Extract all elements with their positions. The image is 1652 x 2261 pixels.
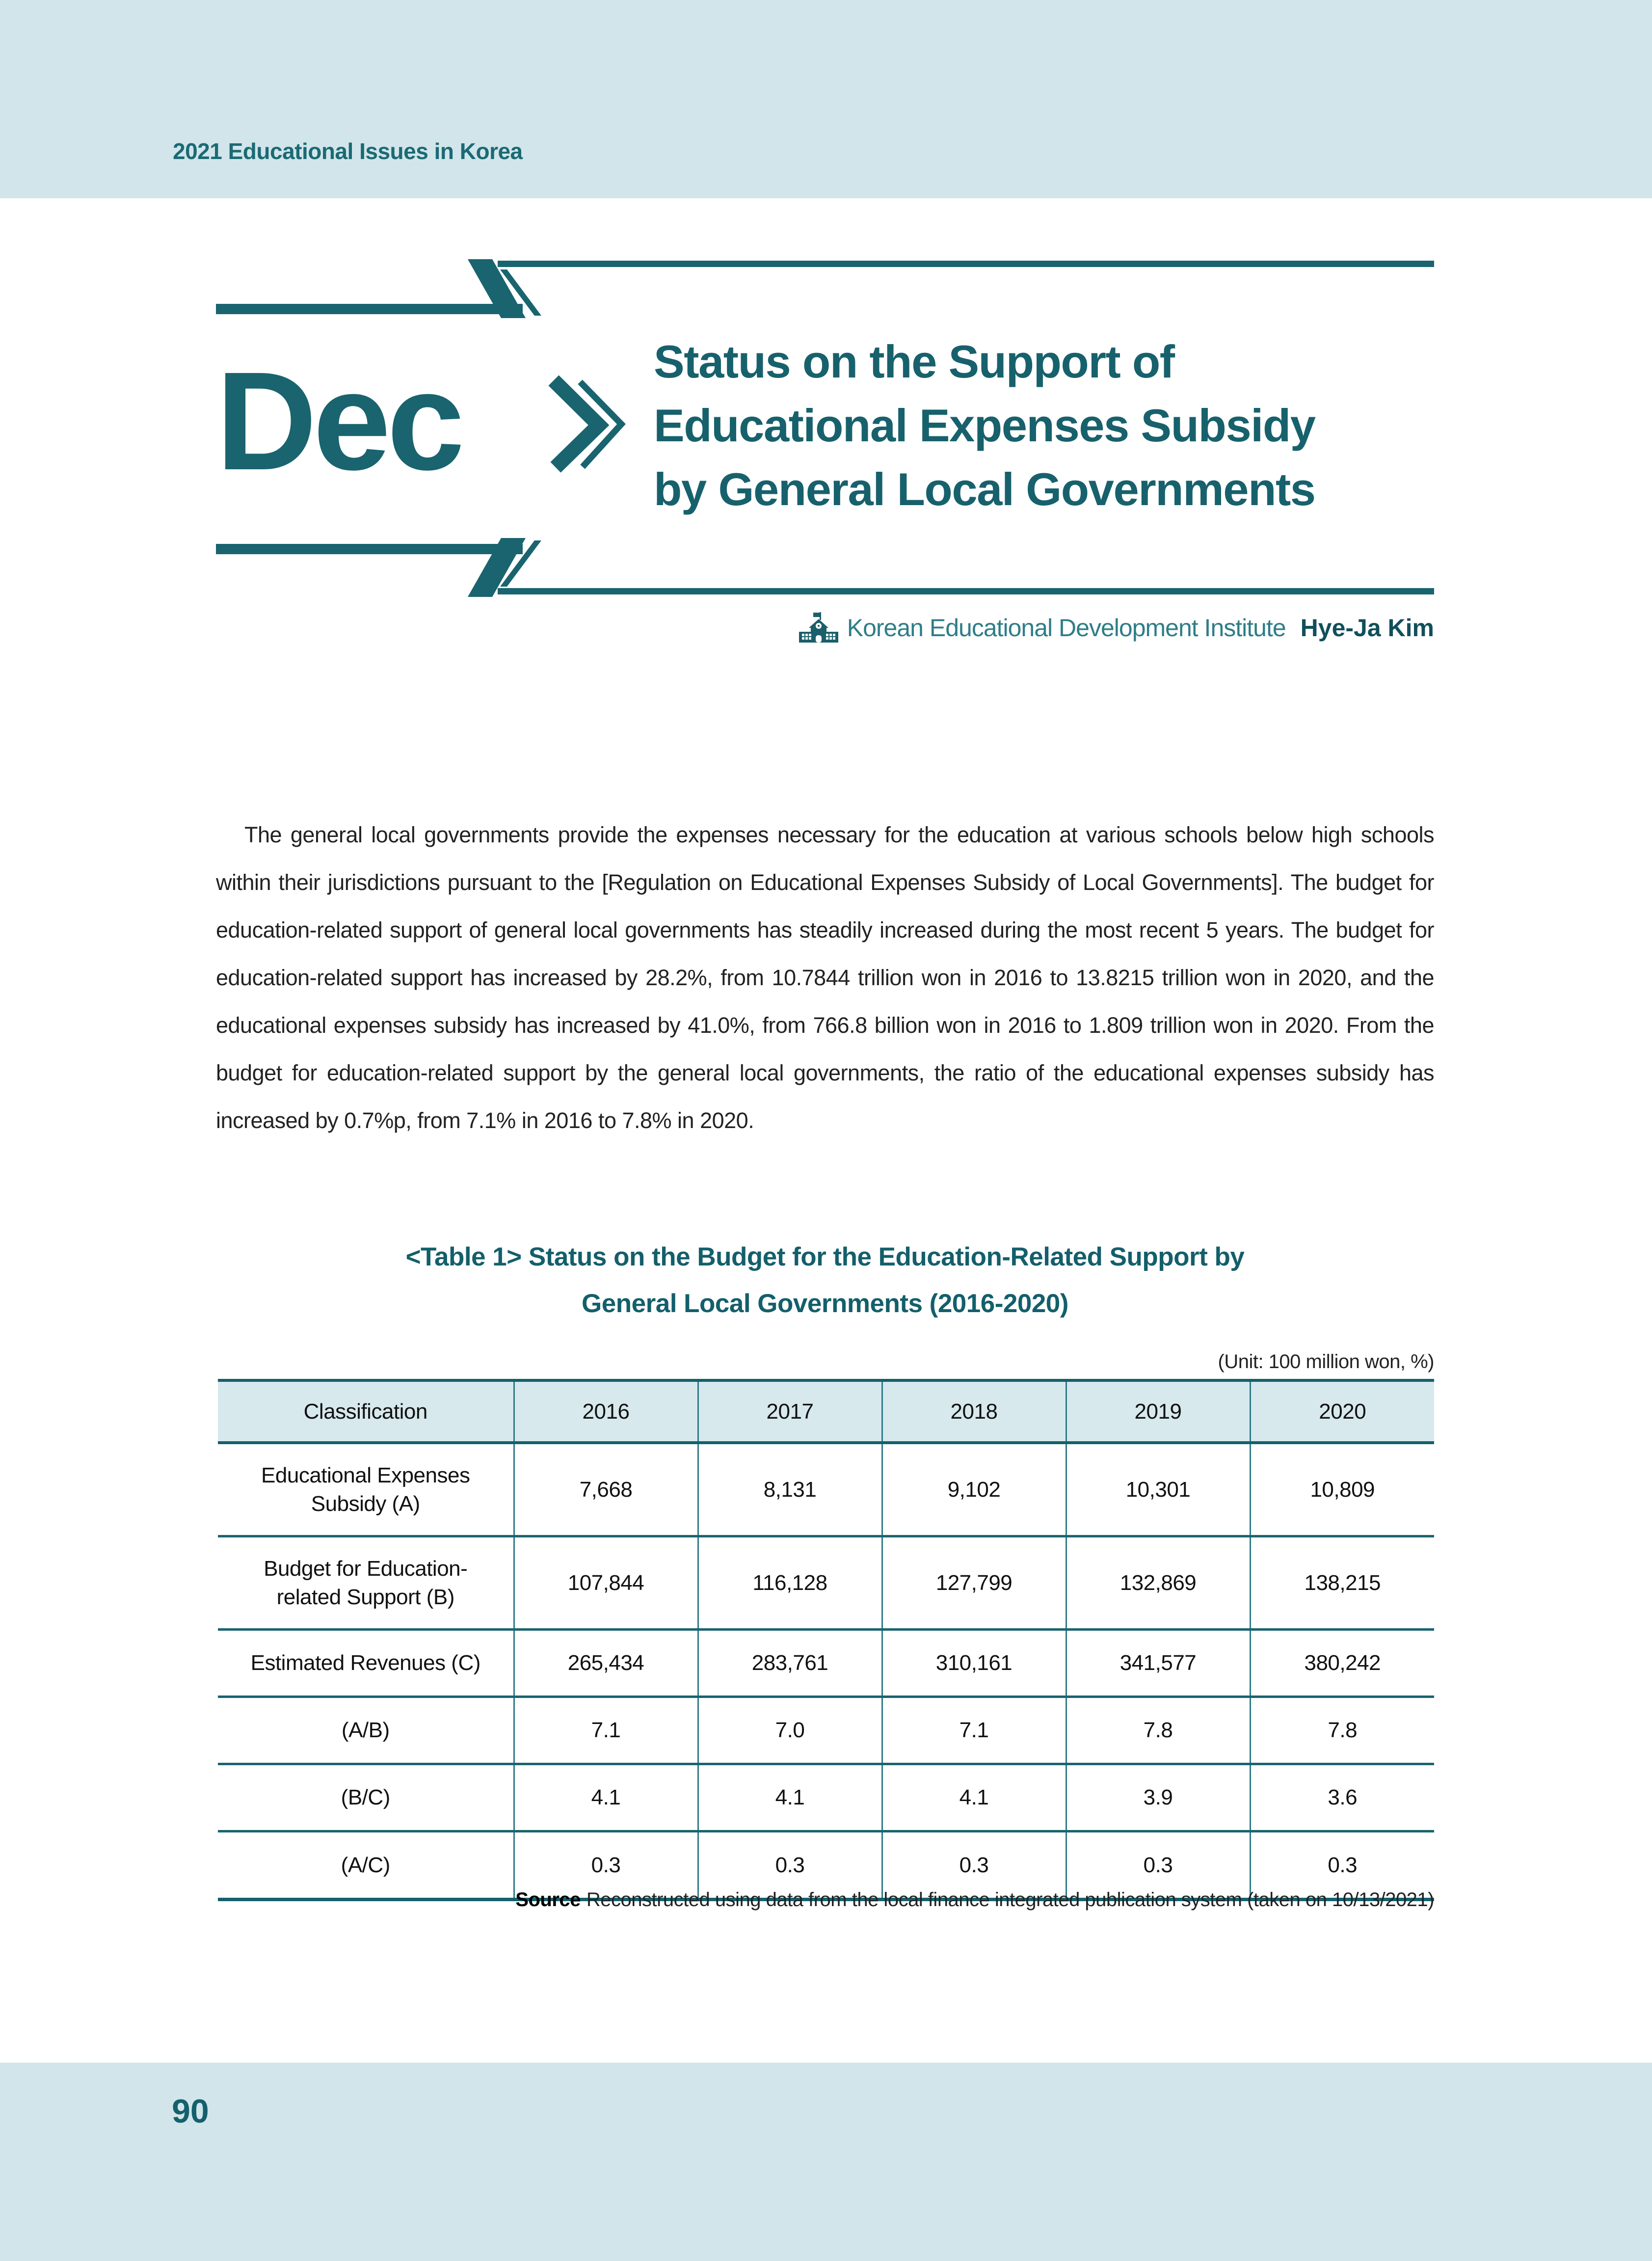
double-chevron-icon <box>554 380 621 467</box>
body-paragraph: The general local governments provide the expenses necessary for the education at various schools below high schools within their jurisdictions pursuant to the [Regulation on Educational Expenses Subsidy of Local Governments]. The budget for education-related support of general local governments has steadily increased during the most recent 5 years. The budget for education-related support has increased by 28.2%, from 10.7844 trillion won in 2016 to 13.8215 trillion won in 2020, and the educational expenses subsidy has increased by 41.0%, from 766.8 billion won in 2016 to 1.809 trillion won in 2020. From the budget for education-related support by the general local governments, the ratio of the educational expenses subsidy has increased by 0.7%p, from 7.1% in 2016 to 7.8% in 2020. <box>216 822 1434 1133</box>
table-title-line2: General Local Governments (2016-2020) <box>582 1289 1068 1318</box>
cell-value: 7.8 <box>1250 1697 1434 1764</box>
source-note <box>216 1889 1434 1911</box>
cell-value: 116,128 <box>698 1536 882 1630</box>
source-label: Source <box>515 1889 581 1911</box>
row-label: Budget for Education-related Support (B) <box>218 1536 514 1630</box>
source-text: Reconstructed using data from the local finance integrated publication system (taken on 10/13/2021) <box>586 1889 1434 1911</box>
table-row <box>218 1764 1434 1831</box>
col-header-2018: 2018 <box>882 1380 1066 1443</box>
article-title-line2: Educational Expenses Subsidy <box>654 400 1315 451</box>
cell-value: 3.9 <box>1066 1764 1250 1831</box>
cell-value: 0.3 <box>1250 1831 1434 1900</box>
table-row <box>218 1536 1434 1630</box>
cell-value: 9,102 <box>882 1443 1066 1536</box>
cell-value: 310,161 <box>882 1630 1066 1697</box>
table-unit-note: (Unit: 100 million won, %) <box>1218 1351 1434 1373</box>
cell-value: 107,844 <box>514 1536 698 1630</box>
row-label: Educational Expenses Subsidy (A) <box>218 1443 514 1536</box>
cell-value: 4.1 <box>514 1764 698 1831</box>
col-header-2016: 2016 <box>514 1380 698 1443</box>
table-header-row <box>218 1380 1434 1443</box>
decor-top-left-line <box>216 304 523 314</box>
cell-value: 8,131 <box>698 1443 882 1536</box>
cell-value: 7.1 <box>882 1697 1066 1764</box>
cell-value: 380,242 <box>1250 1630 1434 1697</box>
school-building-icon <box>798 612 839 644</box>
cell-value: 0.3 <box>514 1831 698 1900</box>
row-label: (A/B) <box>218 1697 514 1764</box>
cell-value: 341,577 <box>1066 1630 1250 1697</box>
month-label: Dec <box>216 343 461 499</box>
article-title-line1: Status on the Support of <box>654 336 1174 387</box>
budget-support-table <box>218 1379 1434 1901</box>
page-number: 90 <box>172 2093 209 2130</box>
table-row <box>218 1630 1434 1697</box>
author-name: Hye-Ja Kim <box>1300 614 1434 642</box>
cell-value: 3.6 <box>1250 1764 1434 1831</box>
cell-value: 0.3 <box>882 1831 1066 1900</box>
table-title-line1: <Table 1> Status on the Budget for the Education-Related Support by <box>405 1242 1245 1271</box>
cell-value: 7.0 <box>698 1697 882 1764</box>
cell-value: 7.1 <box>514 1697 698 1764</box>
table-title <box>216 1234 1434 1327</box>
cell-value: 7,668 <box>514 1443 698 1536</box>
cell-value: 138,215 <box>1250 1536 1434 1630</box>
col-header-2017: 2017 <box>698 1380 882 1443</box>
row-label: Estimated Revenues (C) <box>218 1630 514 1697</box>
cell-value: 10,809 <box>1250 1443 1434 1536</box>
row-label: (A/C) <box>341 1853 390 1877</box>
affiliation-label: Korean Educational Development Institute <box>847 614 1286 642</box>
row-label: (B/C) <box>218 1764 514 1831</box>
cell-value: 7.8 <box>1066 1697 1250 1764</box>
col-header-classification: Classification <box>218 1380 514 1443</box>
col-header-2020: 2020 <box>1250 1380 1434 1443</box>
decor-bottom-left-line <box>216 544 523 554</box>
decor-bottom-right-line <box>498 588 1434 594</box>
cell-value: 132,869 <box>1066 1536 1250 1630</box>
cell-value: 265,434 <box>514 1630 698 1697</box>
cell-value: 10,301 <box>1066 1443 1250 1536</box>
decor-top-right-line <box>498 261 1434 267</box>
cell-value: 0.3 <box>1066 1831 1250 1900</box>
cell-value: 4.1 <box>698 1764 882 1831</box>
cell-value: 283,761 <box>698 1630 882 1697</box>
table-row <box>218 1443 1434 1536</box>
cell-value: 127,799 <box>882 1536 1066 1630</box>
article-title <box>654 330 1459 521</box>
byline <box>707 611 1434 645</box>
table-row <box>218 1697 1434 1764</box>
col-header-2019: 2019 <box>1066 1380 1250 1443</box>
article-title-line3: by General Local Governments <box>654 463 1315 515</box>
cell-value: 0.3 <box>698 1831 882 1900</box>
cell-value: 4.1 <box>882 1764 1066 1831</box>
book-banner-title: 2021 Educational Issues in Korea <box>173 138 523 164</box>
